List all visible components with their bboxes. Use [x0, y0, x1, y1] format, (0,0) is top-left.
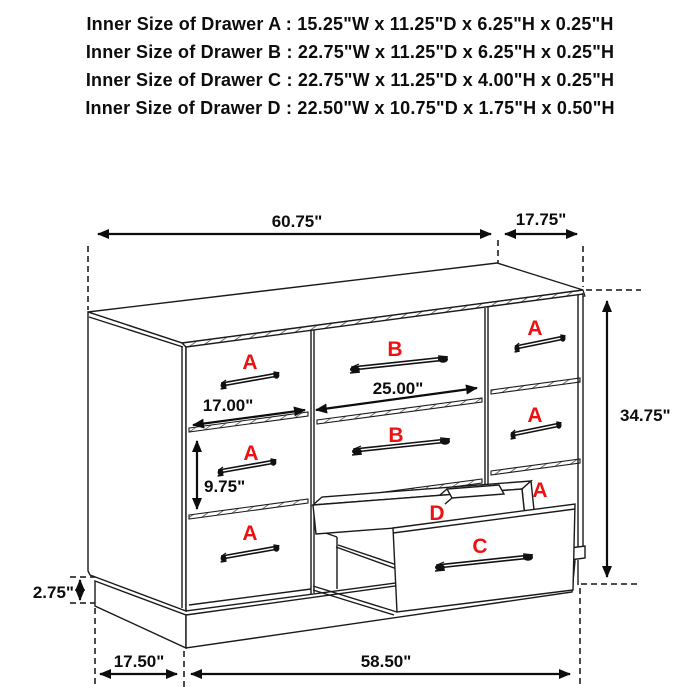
dim-label-height: 34.75"	[620, 406, 671, 425]
spec-line-drawer-c: Inner Size of Drawer C : 22.75"W x 11.25"D x 4.00"H x 0.25"H	[85, 70, 615, 90]
drawer-letter: B	[388, 424, 404, 447]
drawer-letter: A	[532, 479, 548, 502]
drawer-letter: A	[243, 442, 259, 465]
dim-label-base-height: 2.75"	[32, 583, 74, 602]
dim-label-top-width: 60.75"	[271, 212, 323, 231]
drawer-letter: D	[429, 502, 445, 525]
spec-line-drawer-b: Inner Size of Drawer B : 22.75"W x 11.25"D x 6.25"H x 0.25"H	[85, 42, 615, 62]
dresser-side-panel	[88, 312, 186, 611]
spec-line-drawer-a: Inner Size of Drawer A : 15.25"W x 11.25"D x 6.25"H x 0.25"H	[86, 14, 614, 34]
drawer-letter: B	[387, 338, 403, 361]
drawer-letter: A	[527, 317, 543, 340]
dim-label-top-depth: 17.75"	[515, 210, 567, 229]
dim-label-base-depth: 17.50"	[113, 652, 165, 671]
dim-label-drawer-a-width: 17.00"	[202, 396, 254, 415]
drawer-letter: C	[472, 535, 488, 558]
dim-label-drawer-a-height: 9.75"	[204, 477, 246, 496]
dim-label-base-width: 58.50"	[360, 652, 412, 671]
drawer-letter: A	[242, 351, 258, 374]
spec-line-drawer-d: Inner Size of Drawer D : 22.50"W x 10.75"D x 1.75"H x 0.50"H	[85, 98, 615, 118]
drawer-letter: A	[527, 404, 543, 427]
dim-label-drawer-b-width: 25.00"	[372, 379, 424, 398]
drawer-letter: A	[242, 522, 258, 545]
